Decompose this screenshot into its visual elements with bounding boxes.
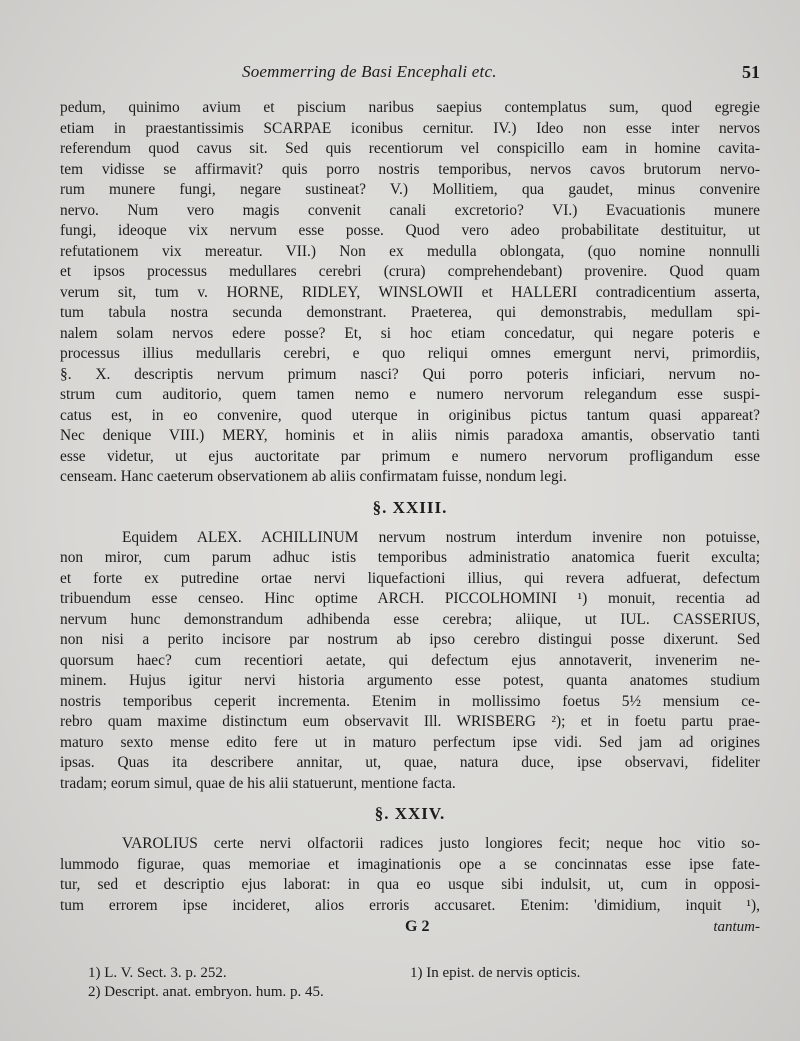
section-xxiv-text: [60, 834, 760, 916]
text-line: §. X. descriptis nervum primum nasci? Qui porro poteris inficiari, nervum no-: [60, 365, 760, 383]
page-number: 51: [742, 62, 760, 82]
text-line: refutationem vix mereatur. VII.) Non ex medulla oblongata, (quo nomine nonnulli: [60, 242, 760, 260]
footnote-left: 1) L. V. Sect. 3. p. 252.: [88, 965, 227, 981]
text-line: nervo. Num vero magis convenit canali excretorio? VI.) Evacuationis munere: [60, 201, 760, 219]
text-line: ipsas. Quas ita describere annitar, ut, quae, natura duce, ipse observavi, fideliter: [60, 754, 760, 771]
text-line: non miror, cum parum adhuc istis temporibus administratio anatomica fuerit exculta;: [60, 549, 760, 566]
text-line: quorsum haec? cum recentiori aetate, qui defectum ejus annotaverit, invenerim ne-: [60, 651, 760, 669]
text-line: non nisi a perito incisore par nostrum ab ipso cerebro distingui posse dixerunt. Sed: [60, 631, 760, 648]
text-line: nervum hunc demonstrandum adhibenda esse cerebra; aliique, ut IUL. CASSERIUS,: [60, 610, 760, 628]
text-line: tur, sed et descriptio ejus laborat: in qua eo usque sibi indulsit, ut, cum in opposi-: [60, 876, 760, 893]
text-line: rebro quam maxime distinctum eum observavit Ill. WRISBERG ²); et in foetu partu prae-: [60, 713, 760, 730]
text-line: referendum quod cavus sit. Sed quis recentiorum vel conspicillo eam in homine cavita-: [60, 140, 760, 157]
text-line: etiam in praestantissimis SCARPAE iconibus cernitur. IV.) Ideo non esse inter nervos: [60, 119, 760, 137]
running-title: Soemmerring de Basi Encephali etc.: [242, 62, 497, 81]
text-line: processus illius medullaris cerebri, e quo reliqui omnes emergunt nervi, primordiis,: [60, 345, 760, 362]
footnotes: [88, 964, 748, 1002]
footnote-right: 1) In epist. de nervis opticis.: [410, 965, 581, 981]
section-heading-xxiv: §. XXIV.: [374, 804, 446, 823]
text-line: minem. Hujus igitur nervi historia argumento esse potest, quanta anatomes studium: [60, 672, 760, 689]
text-line: verum sit, tum v. HORNE, RIDLEY, WINSLOWII et HALLERI contradicentium asserta,: [60, 283, 760, 301]
text-line: censeam. Hanc caeterum observationem ab aliis confirmatam fuisse, nondum legi.: [60, 468, 567, 485]
section-xxiii-text: [60, 528, 760, 795]
text-line: strum cum auditorio, quem tamen nemo e numero nervorum relegandum esse suspi-: [60, 386, 760, 403]
footnote-row: [88, 964, 748, 983]
text-line: et forte ex putredine ortae nervi liquefactioni illius, qui revera adfuerat, defectum: [60, 569, 760, 587]
text-line: tum errorem ipse incideret, alios erroris accusaret. Etenim: 'dimidium, inquit ¹),: [60, 896, 760, 914]
catchword: tantum-: [713, 919, 760, 935]
section-heading-xxiii: §. XXIII.: [372, 497, 448, 517]
footnote-left: 2) Descript. anat. embryon. hum. p. 45.: [88, 984, 324, 1000]
text-line: et ipsos processus medullares cerebri (crura) comprehendebant) provenire. Quod quam: [60, 263, 760, 280]
text-line: Nec denique VIII.) MERY, hominis et in aliis nimis paradoxa amantis, observatio tanti: [60, 427, 760, 444]
text-line: catus est, in eo convenire, quod uterque in originibus pictus tantum quasi appareat?: [60, 406, 760, 424]
text-line: nalem solam nervos edere posse? Et, si hoc etiam concedatur, qui negare poteris e: [60, 324, 760, 342]
text-line: tem vidisse se affirmavit? quis porro nostris temporibus, nervos cavos brutorum nervo-: [60, 160, 760, 178]
text-line: esse videtur, ut ejus auctoritate par primum e numero nervorum profligandum esse: [60, 447, 760, 465]
page-header: [60, 62, 760, 86]
text-line: tradam; eorum simul, quae de his alii statuerunt, mentione facta.: [60, 774, 456, 792]
signature-row: [60, 916, 760, 938]
text-line: lummodo figurae, quas memoriae et imaginationis ope a se concinnatas esse ipse fate-: [60, 855, 760, 873]
text-line: maturo sexto mense edito fere ut in maturo perfectum ipse vidi. Sed jam ad origines: [60, 733, 760, 751]
text-line: VAROLIUS certe nervi olfactorii radices justo longiores fecit; neque hoc vitio so-: [122, 835, 760, 852]
text-line: tribuendum esse censeo. Hinc optime ARCH. PICCOLHOMINI ¹) monuit, recentia ad: [60, 590, 760, 607]
text-line: Equidem ALEX. ACHILLINUM nervum nostrum interdum invenire non potuisse,: [122, 528, 760, 546]
text-line: rum munere fungi, negare sustineat? V.) Mollitiem, qua gaudet, minus convenire: [60, 181, 760, 198]
footnote-row: [88, 983, 748, 1002]
text-line: pedum, quinimo avium et piscium naribus saepius contemplatus sum, quod egregie: [60, 99, 760, 116]
page-body: [60, 98, 760, 938]
text-line: fungi, ideoque vix nervum esse posse. Quod vero adeo probabilitate destituitur, ut: [60, 222, 760, 239]
signature-mark: G 2: [405, 918, 430, 935]
text-line: nostris temporibus ceperit incrementa. Etenim in mollissimo foetus 5½ mensium ce-: [60, 692, 760, 710]
paragraph-continued: [60, 98, 760, 488]
text-line: tum tabula nostra secunda demonstrant. Praeterea, qui demonstrabis, medullam spi-: [60, 304, 760, 321]
